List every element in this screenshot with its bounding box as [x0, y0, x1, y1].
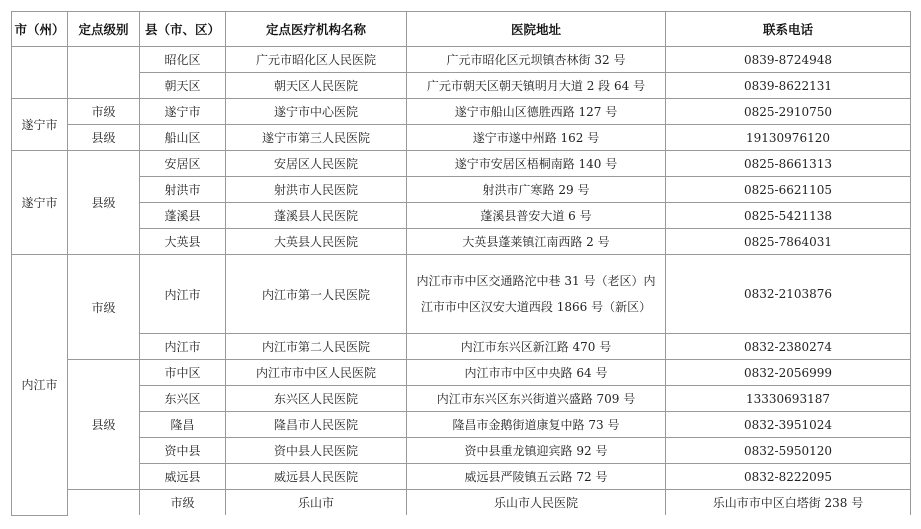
county-cell: 蓬溪县	[140, 203, 226, 229]
level-cell	[68, 47, 140, 99]
address-cell: 广元市朝天区朝天镇明月大道 2 段 64 号	[407, 73, 666, 99]
county-cell: 市中区	[140, 360, 226, 386]
table-row	[12, 334, 911, 360]
phone-cell: 19130976120	[666, 125, 911, 151]
county-cell: 大英县	[140, 229, 226, 255]
phone-cell: 0825-5421138	[666, 203, 911, 229]
level-cell: 县级	[68, 125, 140, 151]
county-cell: 船山区	[140, 125, 226, 151]
hospital-name-cell: 射洪市人民医院	[226, 177, 407, 203]
address-cell: 遂宁市遂中州路 162 号	[407, 125, 666, 151]
address-cell: 蓬溪县普安大道 6 号	[407, 203, 666, 229]
header-level: 定点级别	[68, 12, 140, 47]
hospital-name-cell: 内江市第二人民医院	[226, 334, 407, 360]
county-cell: 射洪市	[140, 177, 226, 203]
county-cell: 威远县	[140, 464, 226, 490]
hospital-name-cell: 遂宁市第三人民医院	[226, 125, 407, 151]
address-cell: 遂宁市船山区德胜西路 127 号	[407, 99, 666, 125]
address-cell: 乐山市市中区白塔街 238 号	[666, 490, 911, 516]
hospital-name-cell: 东兴区人民医院	[226, 386, 407, 412]
header-county: 县（市、区）	[140, 12, 226, 47]
hospital-name-cell: 蓬溪县人民医院	[226, 203, 407, 229]
phone-cell: 0825-2910750	[666, 99, 911, 125]
county-cell: 乐山市	[226, 490, 407, 516]
county-cell: 资中县	[140, 438, 226, 464]
phone-cell: 0825-8661313	[666, 151, 911, 177]
address-cell: 内江市东兴区新江路 470 号	[407, 334, 666, 360]
address-cell: 资中县重龙镇迎宾路 92 号	[407, 438, 666, 464]
address-cell: 威远县严陵镇五云路 72 号	[407, 464, 666, 490]
phone-cell: 13330693187	[666, 386, 911, 412]
county-cell: 内江市	[140, 334, 226, 360]
city-cell: 遂宁市	[12, 151, 68, 255]
county-cell: 隆昌	[140, 412, 226, 438]
city-cell: 内江市	[12, 255, 68, 516]
table-row	[12, 47, 911, 73]
city-cell	[12, 47, 68, 99]
table-row	[12, 255, 911, 334]
hospital-name-cell: 乐山市人民医院	[407, 490, 666, 516]
table-row	[12, 229, 911, 255]
city-cell: 遂宁市	[12, 99, 68, 151]
phone-cell: 0825-7864031	[666, 229, 911, 255]
hospital-name-cell: 威远县人民医院	[226, 464, 407, 490]
header-phone: 联系电话	[666, 12, 911, 47]
address-cell: 内江市市中区交通路沱中巷 31 号（老区）内江市市中区汉安大道西段 1866 号（新区）	[407, 255, 666, 334]
county-cell: 朝天区	[140, 73, 226, 99]
level-cell: 县级	[68, 151, 140, 255]
phone-cell: 0832-8222095	[666, 464, 911, 490]
phone-cell: 0832-2103876	[666, 255, 911, 334]
address-cell: 内江市市中区中央路 64 号	[407, 360, 666, 386]
table-row	[12, 386, 911, 412]
county-cell: 东兴区	[140, 386, 226, 412]
header-row	[12, 12, 911, 47]
hospital-name-cell: 内江市第一人民医院	[226, 255, 407, 334]
level-cell: 市级	[68, 99, 140, 125]
address-cell: 大英县蓬莱镇江南西路 2 号	[407, 229, 666, 255]
table-row	[12, 125, 911, 151]
address-cell: 内江市东兴区东兴街道兴盛路 709 号	[407, 386, 666, 412]
phone-cell: 0839-8724948	[666, 47, 911, 73]
header-address: 医院地址	[407, 12, 666, 47]
hospital-name-cell: 遂宁市中心医院	[226, 99, 407, 125]
phone-cell: 0825-6621105	[666, 177, 911, 203]
level-cell: 市级	[68, 255, 140, 360]
phone-cell: 0832-2056999	[666, 360, 911, 386]
address-cell: 遂宁市安居区梧桐南路 140 号	[407, 151, 666, 177]
hospital-name-cell: 大英县人民医院	[226, 229, 407, 255]
hospital-name-cell: 资中县人民医院	[226, 438, 407, 464]
header-hospital-name: 定点医疗机构名称	[226, 12, 407, 47]
hospital-name-cell: 广元市昭化区人民医院	[226, 47, 407, 73]
phone-cell: 0832-2380274	[666, 334, 911, 360]
header-city: 市（州）	[12, 12, 68, 47]
table-row	[12, 360, 911, 386]
table-row	[12, 73, 911, 99]
address-cell: 隆昌市金鹅街道康复中路 73 号	[407, 412, 666, 438]
county-cell: 内江市	[140, 255, 226, 334]
level-cell: 县级	[68, 360, 140, 490]
table-row	[12, 203, 911, 229]
phone-cell: 0839-8622131	[666, 73, 911, 99]
hospital-name-cell: 内江市市中区人民医院	[226, 360, 407, 386]
address-cell: 射洪市广寒路 29 号	[407, 177, 666, 203]
hospital-name-cell: 朝天区人民医院	[226, 73, 407, 99]
table-row	[12, 151, 911, 177]
city-cell	[68, 490, 140, 516]
county-cell: 遂宁市	[140, 99, 226, 125]
phone-cell: 0832-3951024	[666, 412, 911, 438]
hospital-name-cell: 隆昌市人民医院	[226, 412, 407, 438]
hospital-table	[11, 11, 911, 516]
county-cell: 安居区	[140, 151, 226, 177]
table-row	[12, 464, 911, 490]
table-row	[12, 438, 911, 464]
county-cell: 昭化区	[140, 47, 226, 73]
table-row	[12, 177, 911, 203]
level-cell: 市级	[140, 490, 226, 516]
table-row	[12, 490, 911, 516]
phone-cell: 0832-5950120	[666, 438, 911, 464]
hospital-name-cell: 安居区人民医院	[226, 151, 407, 177]
address-cell: 广元市昭化区元坝镇杏林街 32 号	[407, 47, 666, 73]
table-row	[12, 412, 911, 438]
table-row	[12, 99, 911, 125]
